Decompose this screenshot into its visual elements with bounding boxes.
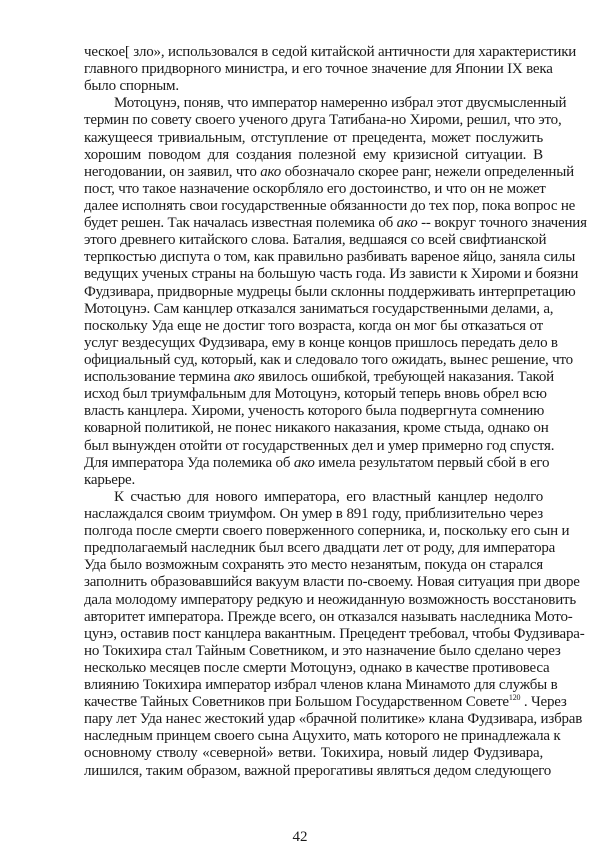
text-line xyxy=(84,232,547,249)
text-segment: наследным принцем своего сына Ацухито, мать которого не принадлежала к xyxy=(84,728,561,745)
text-line xyxy=(84,693,567,711)
text-line xyxy=(84,130,543,147)
text-line xyxy=(84,249,576,266)
text-segment: лишился, таким образом, важной прерогативы являться дедом следующего xyxy=(84,762,552,779)
text-line xyxy=(84,659,550,677)
text-line xyxy=(84,95,567,112)
text-line xyxy=(84,557,543,574)
text-line xyxy=(84,454,550,472)
text-line xyxy=(84,61,553,78)
text-segment: Мотоцунэ, поняв, что император намеренно избрал этот двусмысленный xyxy=(114,95,567,112)
text-segment: ведущих ученых страны на большую часть года. Из зависти к Хироми и боязни xyxy=(84,266,579,283)
text-segment: Мотоцунэ. Сам канцлер отказался заниматься государственными делами, а, xyxy=(84,300,554,317)
text-line xyxy=(84,506,543,523)
text-segment: ческое[ зло», использовался в седой китайской античности для характеристики xyxy=(84,44,577,60)
text-segment: далее исполнять свои государственные обязанности до тех пор, пока вопрос не xyxy=(84,197,576,214)
text-line xyxy=(84,180,546,198)
text-segment: будет решен. Так началась известная полемика об xyxy=(84,215,397,232)
text-segment: пост, что такое назначение оскорбляло его достоинство, и что он не может xyxy=(84,180,546,197)
text-segment: карьере. xyxy=(84,471,136,488)
text-segment: было спорным. xyxy=(84,78,179,95)
text-segment: но Токихира стал Тайным Советником, и это назначение было сделано через xyxy=(84,642,561,659)
text-line xyxy=(84,625,585,643)
text-segment: цунэ, оставив пост канцлера вакантным. Прецедент требовал, чтобы Фудзивара- xyxy=(84,625,585,642)
italic-term: ако xyxy=(396,215,418,232)
text-line xyxy=(84,711,583,728)
text-segment: термин по совету своего ученого друга Татибана-но Хироми, решил, что это, xyxy=(84,112,562,129)
text-segment: главного придворного министра, и его точное значение для Японии IX века xyxy=(84,61,553,78)
text-line xyxy=(84,472,543,489)
italic-term: ако xyxy=(293,454,315,471)
text-segment: исход был триумфальным для Мотоцунэ, который теперь вновь обрел всю xyxy=(84,386,547,403)
page-number: 42 xyxy=(292,829,308,845)
text-segment: явилось ошибкой, требующей наказания. Такой xyxy=(254,369,555,386)
text-segment: кажущееся тривиальным, отступление от прецедента, может послужить xyxy=(84,129,543,146)
text-segment: наслаждался своим триумфом. Он умер в 891 году, приблизительно через xyxy=(84,505,543,522)
text-segment: коварной политикой, не понес никакого наказания, кроме стыда, однако он xyxy=(84,420,549,437)
text-segment: влиянию Токихира император избрал членов клана Минамото для службы в xyxy=(84,677,558,694)
text-segment: имела результатом первый сбой в его xyxy=(314,454,550,471)
text-segment: -- вокруг точного значения xyxy=(417,215,587,232)
text-segment: несколько месяцев после смерти Мотоцунэ, однако в качестве противовеса xyxy=(84,659,550,676)
text-segment: пару лет Уда нанес жестокий удар «брачной политике» клана Фудзивара, избрав xyxy=(84,711,583,728)
text-segment: К счастью для нового императора, его властный канцлер недолго xyxy=(114,488,543,505)
text-line xyxy=(84,437,555,455)
text-segment: Фудзивара, придворные мудрецы были склонны поддерживать интерпретацию xyxy=(84,283,576,300)
text-segment: дала молодому императору редкую и неожиданную возможность восстановить xyxy=(84,591,577,608)
text-line xyxy=(84,163,574,181)
text-line xyxy=(84,386,547,403)
text-line xyxy=(84,334,558,352)
text-segment: . Через xyxy=(520,694,567,711)
text-line xyxy=(84,318,543,335)
text-line xyxy=(84,112,562,129)
italic-term: ако xyxy=(233,369,255,386)
text-line xyxy=(84,215,587,232)
text-line xyxy=(84,523,570,540)
text-line xyxy=(84,403,543,420)
text-segment: заполнить образовавшийся вакуум власти по-своему. Новая ситуация при дворе xyxy=(84,574,580,591)
text-line xyxy=(84,677,558,694)
text-line xyxy=(84,489,543,506)
text-segment: авторитет императора. Прежде всего, он отказался называть наследника Мото- xyxy=(84,608,573,625)
text-line xyxy=(84,351,573,369)
text-line xyxy=(84,591,577,609)
text-segment: обозначало скорее ранг, нежели определенный xyxy=(281,163,574,180)
text-segment: этого древнего китайского слова. Баталия, ведшаяся со всей свифтианской xyxy=(84,232,547,249)
text-segment: использование термина xyxy=(84,369,234,386)
text-line xyxy=(84,283,576,301)
text-line xyxy=(84,300,554,318)
text-line xyxy=(84,608,573,626)
text-line xyxy=(84,369,555,386)
text-segment: был вынужден отойти от государственных дел и умер примерно год спустя. xyxy=(84,437,555,454)
text-line xyxy=(84,574,580,591)
italic-term: ако xyxy=(260,163,282,180)
text-line xyxy=(84,266,579,283)
text-segment: услуг вездесущих Фудзивара, ему в конце концов пришлось передать дело в xyxy=(84,334,558,351)
text-segment: основному стволу «северной» ветви. Токихира, новый лидер Фудзивара, xyxy=(84,745,543,762)
text-line xyxy=(84,745,543,762)
text-line xyxy=(84,540,556,557)
body-text xyxy=(84,44,587,780)
text-line xyxy=(84,762,552,780)
text-segment: Уда было возможным сохранять это место незанятым, покуда он старался xyxy=(84,557,543,574)
text-segment: терпкостью диспута о том, как правильно разбивать вареное яйцо, заняла силы xyxy=(84,249,576,266)
text-line xyxy=(84,197,576,215)
text-segment: полгода после смерти своего поверженного соперника, и, поскольку его сын и xyxy=(84,523,570,540)
text-segment: поскольку Уда еще не достиг того возраста, когда он мог бы отказаться от xyxy=(84,317,543,334)
text-segment: власть канцлера. Хироми, ученость которого была подвергнута сомнению xyxy=(84,403,545,420)
text-line xyxy=(84,420,549,437)
footnote-ref: 120 xyxy=(508,693,521,703)
text-segment: официальный суд, который, как и следовало того ожидать, вынес решение, что xyxy=(84,351,573,368)
text-line xyxy=(84,147,543,164)
text-segment: хорошим поводом для создания полезной ему кризисной ситуации. В xyxy=(84,146,543,163)
text-line xyxy=(84,78,543,95)
text-segment: Для императора Уда полемика об xyxy=(84,454,294,471)
text-segment: качестве Тайных Советников при Большом Государственном Совете xyxy=(84,694,509,711)
text-segment: негодовании, он заявил, что xyxy=(84,163,261,180)
text-line xyxy=(84,642,561,660)
text-segment: предполагаемый наследник был всего двадцати лет от роду, для императора xyxy=(84,540,556,557)
text-line xyxy=(84,728,561,745)
text-line xyxy=(84,44,577,61)
